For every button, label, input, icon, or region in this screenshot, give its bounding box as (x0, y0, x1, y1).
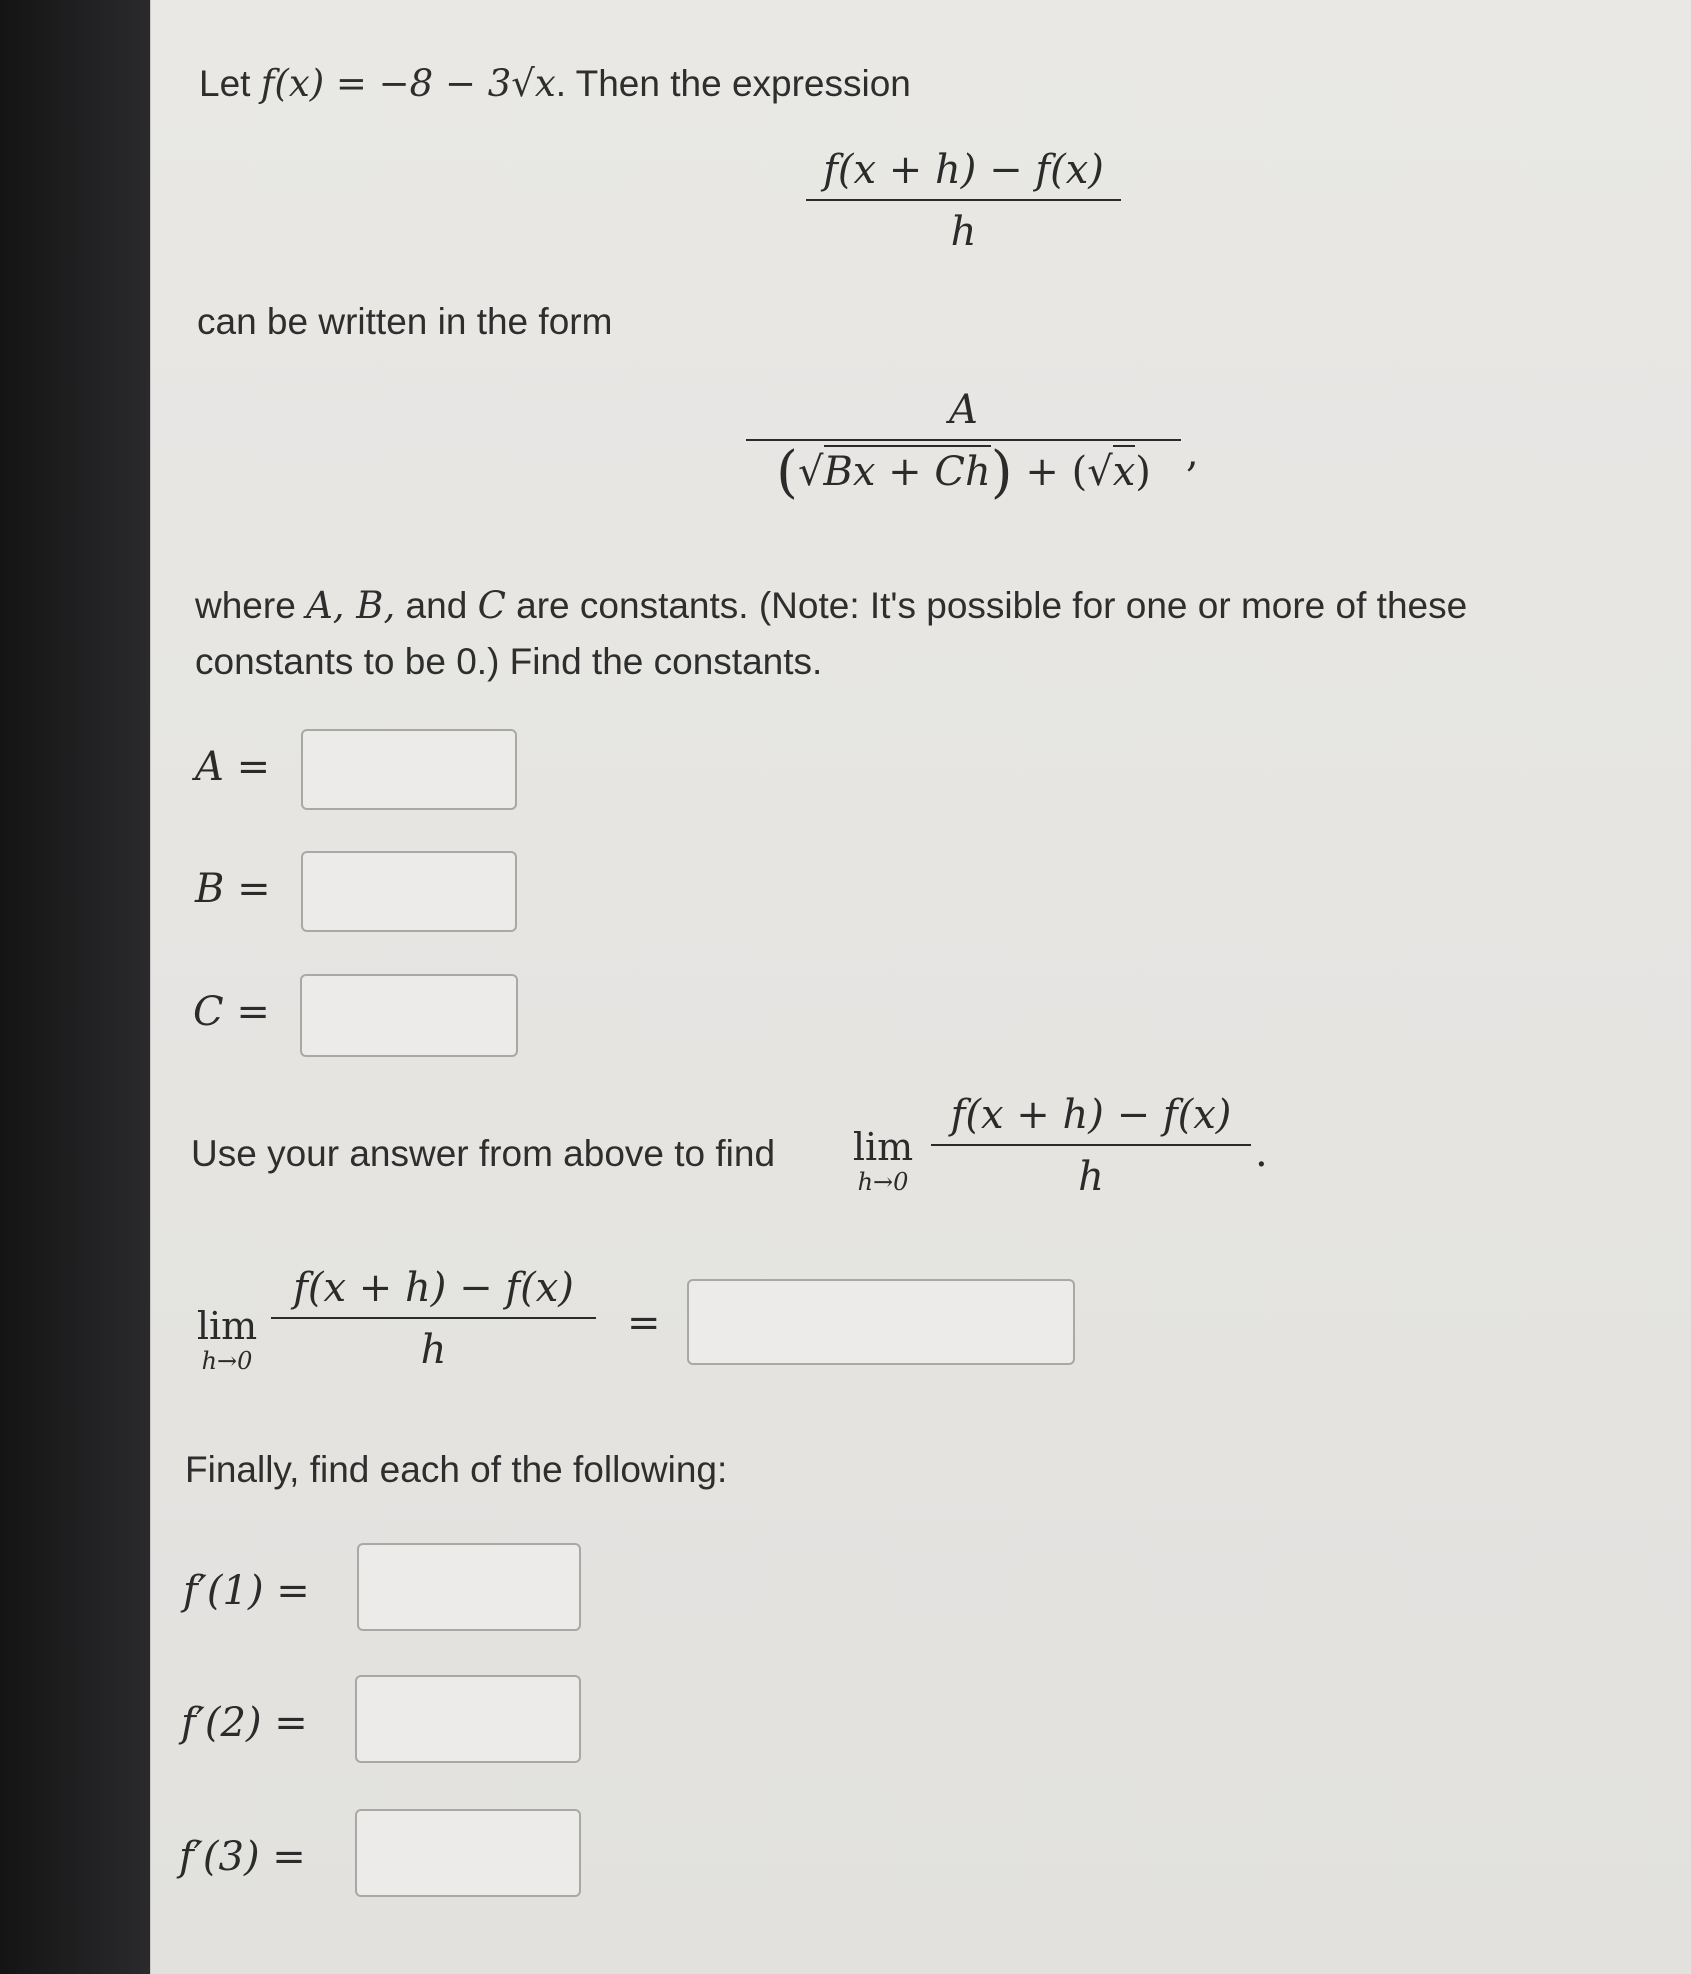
answer-b-box[interactable] (301, 851, 517, 932)
label-a: A = (195, 744, 271, 790)
difference-quotient (806, 145, 1121, 257)
function-definition: f(x) = −8 − 3√x (260, 62, 556, 105)
where-and: and (395, 585, 478, 626)
fprime-3-input[interactable] (357, 1811, 579, 1895)
lim-word: lim (852, 1125, 914, 1169)
limit-answer-lim (187, 1306, 267, 1376)
limit-prompt-text: Use your answer from above to find (191, 1133, 776, 1174)
where-line-2: constants to be 0.) Find the constants. (195, 641, 823, 682)
dark-screen-edge (0, 0, 150, 1974)
label-fprime-2: f′(2) = (181, 1700, 308, 1746)
limit-prompt-period: . (1255, 1130, 1268, 1176)
answer-c-input[interactable] (302, 976, 516, 1055)
dq-numerator: f(x + h) − f(x) (823, 147, 1104, 193)
fraction-bar (931, 1144, 1251, 1146)
form-denominator: (√Bx + Ch) + (√x) (776, 440, 1151, 505)
dq-denominator: h (950, 209, 977, 255)
form-numerator: A (949, 387, 978, 433)
limit-answer-box[interactable] (687, 1279, 1075, 1365)
label-fprime-3: f′(3) = (179, 1834, 306, 1880)
lp-denominator: h (1078, 1154, 1104, 1200)
where-vars: A, B, (306, 584, 396, 627)
lim-sub: h→0 (857, 1168, 909, 1196)
form-denominator-left: Bx + Ch (824, 445, 991, 495)
where-line-1 (195, 584, 1467, 628)
label-c: C = (193, 989, 270, 1035)
label-fprime-1: f′(1) = (183, 1568, 310, 1614)
form-comma: , (1186, 430, 1199, 476)
fraction-bar (271, 1317, 596, 1319)
fprime-3-box[interactable] (355, 1809, 581, 1897)
limit-prompt-fraction (931, 1090, 1251, 1202)
limit-equals: = (627, 1300, 661, 1346)
limit-answer-input[interactable] (689, 1281, 1073, 1363)
fprime-2-input[interactable] (357, 1677, 579, 1761)
fprime-1-input[interactable] (359, 1545, 579, 1629)
lim-sub: h→0 (201, 1347, 253, 1375)
la-denominator: h (420, 1327, 447, 1373)
intro-after: . Then the expression (555, 63, 911, 104)
target-form (746, 385, 1181, 505)
fprime-1-box[interactable] (357, 1543, 581, 1631)
form-text: can be written in the form (197, 301, 613, 342)
finally-text: Finally, find each of the following: (185, 1449, 728, 1490)
answer-a-box[interactable] (301, 729, 517, 810)
where-rest: are constants. (Note: It's possible for one or more of these (505, 585, 1468, 626)
intro-before: Let (199, 63, 261, 104)
la-numerator: f(x + h) − f(x) (293, 1265, 574, 1311)
where-text: where (195, 585, 307, 626)
label-b: B = (195, 866, 271, 912)
limit-answer-fraction (271, 1263, 596, 1375)
lp-numerator: f(x + h) − f(x) (950, 1092, 1232, 1138)
answer-a-input[interactable] (303, 731, 515, 808)
fprime-2-box[interactable] (355, 1675, 581, 1763)
where-c: C (477, 584, 506, 627)
limit-prompt-lim (843, 1127, 923, 1197)
question-panel (150, 0, 1691, 1974)
answer-c-box[interactable] (300, 974, 518, 1057)
fraction-bar (806, 199, 1121, 201)
fraction-bar (746, 439, 1181, 441)
answer-b-input[interactable] (303, 853, 515, 930)
form-denominator-right: x (1113, 445, 1136, 495)
lim-word: lim (196, 1304, 258, 1348)
intro-line (199, 62, 911, 106)
